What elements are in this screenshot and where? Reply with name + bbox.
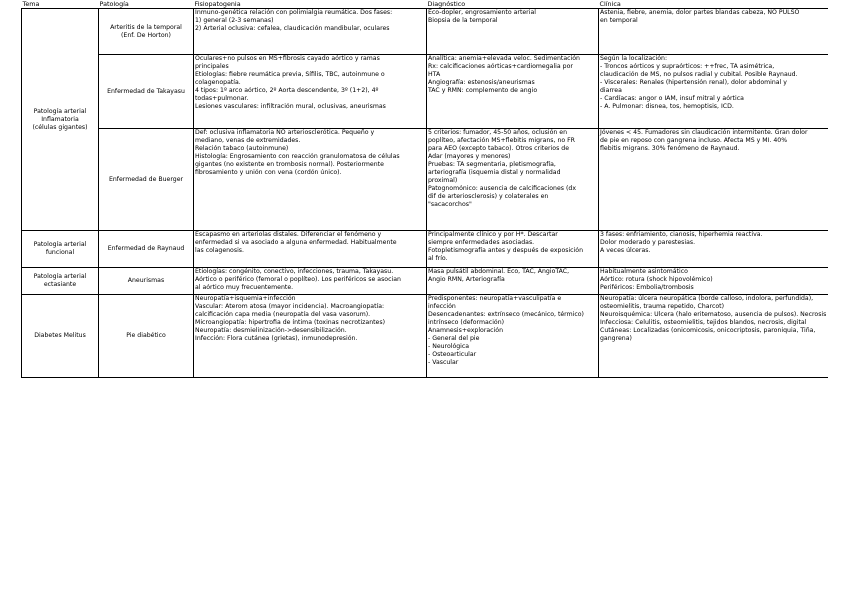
text-line: Oculares+no pulsos en MS+fibrosis cayado aórtico y ramas xyxy=(195,55,380,62)
text-line: principales xyxy=(195,63,229,70)
text-line: Etiologías: congénito, conectivo, infecciones, trauma, Takayasu. xyxy=(195,268,394,275)
text-line: calcificación capa media (neuropatía del vasa vasorum). xyxy=(195,311,371,318)
text-line: Desencadenantes: extrínseco (mecánico, térmico) xyxy=(428,311,584,318)
text-line: Cutáneas: Localizadas (onicomicosis, onicocriptosis, paroniquia, Tiña, xyxy=(600,327,816,334)
text-line: Fotopletismografía antes y después de exposición xyxy=(428,247,584,254)
text-line: Masa pulsátil abdominal. Eco, TAC, AngioTAC, xyxy=(428,268,570,275)
text-line: Principalmente clínico y por H*. Descartar xyxy=(428,231,558,238)
text-line: Periféricos: Embolia/trombosis xyxy=(600,284,694,291)
text-line: mediano, venas de extremidades. xyxy=(195,137,301,144)
tema-line: Patología arterial xyxy=(33,273,87,280)
text-line: flebitis migrans. 30% fenómeno de Raynaud. xyxy=(600,145,740,152)
text-line: Anamnesis+exploración xyxy=(428,327,504,334)
patologia-line: Arteritis de la temporal xyxy=(110,23,182,31)
table-row xyxy=(22,129,828,231)
text-line: Relación tabaco (autoinmune) xyxy=(195,145,289,152)
text-line: todas+pulmonar. xyxy=(195,95,249,102)
text-line: enfermedad si va asociado a alguna enfermedad. Habitualmente xyxy=(195,239,397,246)
text-line: las colagenosis. xyxy=(195,247,244,254)
text-line: Astenia, fiebre, anemia, dolor partes blandas cabeza, NO PULSO xyxy=(600,9,800,16)
text-line: 4 tipos: 1º arco aórtico, 2º Aorta descendente, 3º (1+2), 4º xyxy=(195,87,379,94)
header-patologia: Patología xyxy=(99,0,194,9)
fisiopatogenia-cell xyxy=(194,129,427,231)
text-line: Etiologías: fiebre reumática previa, Sífilis, TBC, autoinmune o xyxy=(195,71,385,78)
diagnostico-cell xyxy=(427,55,599,129)
tema-line: Patología arterial xyxy=(33,241,87,248)
header-row xyxy=(22,0,828,9)
text-line: - A. Pulmonar: disnea, tos, hemoptisis, ICD. xyxy=(600,103,734,110)
tema-line: Diabetes Melitus xyxy=(34,332,86,339)
text-line: proximal) xyxy=(428,177,458,184)
text-line: Analítica: anemia+elevada veloc. Sedimentación xyxy=(428,55,580,62)
diagnostico-cell xyxy=(427,129,599,231)
text-line: Infección: Flora cutánea (grietas), inmunodepresión. xyxy=(195,335,358,342)
text-line: de pie en reposo con gangrena incluso. Afecta MS y MI. 40% xyxy=(600,137,788,144)
tema-line: (células gigantes) xyxy=(32,123,88,131)
fisiopatogenia-cell xyxy=(194,231,427,268)
text-line: - General del pie xyxy=(428,335,480,342)
text-line: HTA xyxy=(428,71,441,78)
text-line: - Viscerales: Renales (hipertensión renal), dolor abdominal y xyxy=(600,79,787,86)
text-line: Vascular: Aterom atosa (mayor incidencia). Macroangiopatía: xyxy=(195,303,385,310)
text-line: Def: oclusiva inflamatoria NO arteriosclerótica. Pequeño y xyxy=(195,129,375,136)
text-line: Neuropatía+isquemia+infección xyxy=(195,295,296,302)
text-line: diarrea xyxy=(600,87,622,94)
medical-table xyxy=(21,0,828,378)
fisiopatogenia-cell xyxy=(194,295,427,378)
tema-line: funcional xyxy=(45,249,75,256)
text-line: - Vascular xyxy=(428,359,459,366)
text-line: Aórtico o periférico (femoral o poplíteo). Los periféricos se asocian xyxy=(195,276,401,283)
text-line: infección xyxy=(428,303,456,310)
text-line: claudicación de MS, no pulsos radial y cubital. Posible Raynaud. xyxy=(600,71,798,78)
tema-cell xyxy=(22,268,99,295)
text-line: dif de arteriosclerosis) y colaterales en xyxy=(428,193,549,200)
clinica-cell xyxy=(599,55,828,129)
diagnostico-cell xyxy=(427,295,599,378)
table-row xyxy=(22,9,828,55)
text-line: 5 criterios: fumador, 45-50 años, oclusión en xyxy=(428,129,568,136)
header-diagnostico: Diagnóstico xyxy=(427,0,599,9)
tema-cell xyxy=(22,231,99,268)
diagnostico-cell xyxy=(427,268,599,295)
tema-line: Inflamatoria xyxy=(41,115,79,123)
fisiopatogenia-cell xyxy=(194,55,427,129)
text-line: Escapasmo en arteriolas distales. Diferenciar el fenómeno y xyxy=(195,231,382,238)
patologia-cell xyxy=(99,295,194,378)
text-line: al frío. xyxy=(428,255,448,262)
text-line: Microangiopatía: hipertrofia de íntima (toxinas necrotizantes) xyxy=(195,319,385,326)
text-line: "sacacorchos" xyxy=(428,201,472,208)
fisiopatogenia-cell xyxy=(194,9,427,55)
patologia-line: Enfermedad de Takayasu xyxy=(107,87,185,95)
text-line: 1) general (2-3 semanas) xyxy=(195,17,274,24)
header-fisiopatogenia: Fisiopatogenia xyxy=(194,0,427,9)
text-line: Jóvenes < 45. Fumadores sin claudicación intermitente. Gran dolor xyxy=(600,129,808,136)
clinica-cell xyxy=(599,9,828,55)
text-line: Lesiones vasculares: infiltración mural, oclusivas, aneurismas xyxy=(195,103,386,110)
text-line: 3 fases: enfriamiento, cianosis, hiperhemia reactiva. xyxy=(600,231,763,238)
patologia-cell xyxy=(99,268,194,295)
header-tema: Tema xyxy=(22,0,99,9)
text-line: Adar (mayores y menores) xyxy=(428,153,511,160)
text-line: colagenopatía. xyxy=(195,79,241,86)
text-line: Biopsia de la temporal xyxy=(428,17,498,24)
table-row xyxy=(22,268,828,295)
fisiopatogenia-cell xyxy=(194,268,427,295)
text-line: fibrosamiento y unión con vena (cordón único). xyxy=(195,169,342,176)
text-line: osteomielitis, trauma repetido, Charcot) xyxy=(600,303,725,310)
patologia-cell xyxy=(99,9,194,55)
text-line: Pruebas: TA segmentaria, pletismografía, xyxy=(428,161,556,168)
diagnostico-cell xyxy=(427,9,599,55)
text-line: intrínseco (deformación) xyxy=(428,319,505,326)
text-line: al aórtico muy frecuentemente. xyxy=(195,284,294,291)
text-line: Predisponentes: neuropatía+vasculipatía e xyxy=(428,295,562,302)
text-line: gigantes (no existente en trombosis normal). Posteriormente xyxy=(195,161,384,168)
patologia-cell xyxy=(99,55,194,129)
header-clinica: Clínica xyxy=(599,0,828,9)
clinica-cell xyxy=(599,268,828,295)
text-line: poplíteo, afectación MS+flebitis migrans, no FR xyxy=(428,137,575,144)
tema-line: ectasiante xyxy=(43,281,77,288)
patologia-line: Pie diabético xyxy=(126,332,166,339)
patologia-cell xyxy=(99,129,194,231)
text-line: siempre enfermedades asociadas. xyxy=(428,239,535,246)
table-row xyxy=(22,295,828,378)
patologia-cell xyxy=(99,231,194,268)
text-line: Neuroisquémica: Ulcera (halo eritematoso, ausencia de pulsos). Necrosis xyxy=(600,311,827,318)
text-line: Patognomónico: ausencia de calcificaciones (dx xyxy=(428,185,576,192)
text-line: TAC y RMN: complemento de angio xyxy=(428,87,538,94)
text-line: Angio RMN, Arteriografía xyxy=(428,276,505,283)
clinica-cell xyxy=(599,129,828,231)
text-line: Inmuno-genética relación con polimialgia reumática. Dos fases: xyxy=(195,9,393,16)
patologia-line: Enfermedad de Buerger xyxy=(108,175,184,183)
tema-cell xyxy=(22,295,99,378)
text-line: Habitualmente asintomático xyxy=(600,268,688,275)
text-line: Eco-dopler, engrosamiento arterial xyxy=(428,9,536,16)
tema-cell xyxy=(22,9,99,231)
table-row xyxy=(22,55,828,129)
text-line: Neuropatía: úlcera neuropática (borde calloso, indolora, perfundida), xyxy=(600,295,814,302)
tema-line: Patología arterial xyxy=(33,107,87,115)
clinica-cell xyxy=(599,231,828,268)
text-line: gangrena) xyxy=(600,335,632,342)
text-line: Según la localización: xyxy=(600,55,668,62)
text-line: Aórtico: rotura (shock hipovolémico) xyxy=(600,276,713,283)
text-line: - Cardíacas: angor o IAM, insuf mitral y aórtica xyxy=(600,95,744,102)
text-line: arteriografía (isquemia distal y normalidad xyxy=(428,169,561,176)
text-line: Angiografía: estenosis/aneurismas xyxy=(428,79,535,86)
patologia-line: Aneurismas xyxy=(127,277,165,284)
patologia-line: Enfermedad de Raynaud xyxy=(107,245,185,252)
text-line: - Troncos aórticos y supraórticos: ++frec, TA asimétrica, xyxy=(600,63,775,70)
patologia-line: (Enf. De Horton) xyxy=(121,31,171,39)
clinica-cell xyxy=(599,295,828,378)
text-line: - Osteoarticular xyxy=(428,351,477,358)
diagnostico-cell xyxy=(427,231,599,268)
text-line: Infecciosa: Celulitis, osteomielitis, tejidos blandos, necrosis, digital xyxy=(600,319,807,326)
text-line: en temporal xyxy=(600,17,638,24)
text-line: 2) Arterial oclusiva: cefalea, claudicación mandibular, oculares xyxy=(195,25,390,32)
text-line: - Neurológica xyxy=(428,343,470,350)
text-line: Neuropatía: desmielinización->desensibilización. xyxy=(195,327,347,334)
text-line: Rx: calcificaciones aórticas+cardiomegalia por xyxy=(428,63,573,70)
text-line: para AEO (excepto tabaco). Otros criterios de xyxy=(428,145,570,152)
text-line: Histología: Engrosamiento con reacción granulomatosa de células xyxy=(195,153,400,160)
table-row xyxy=(22,231,828,268)
text-line: Dolor moderado y parestesias. xyxy=(600,239,696,246)
text-line: A veces úlceras. xyxy=(600,247,651,254)
